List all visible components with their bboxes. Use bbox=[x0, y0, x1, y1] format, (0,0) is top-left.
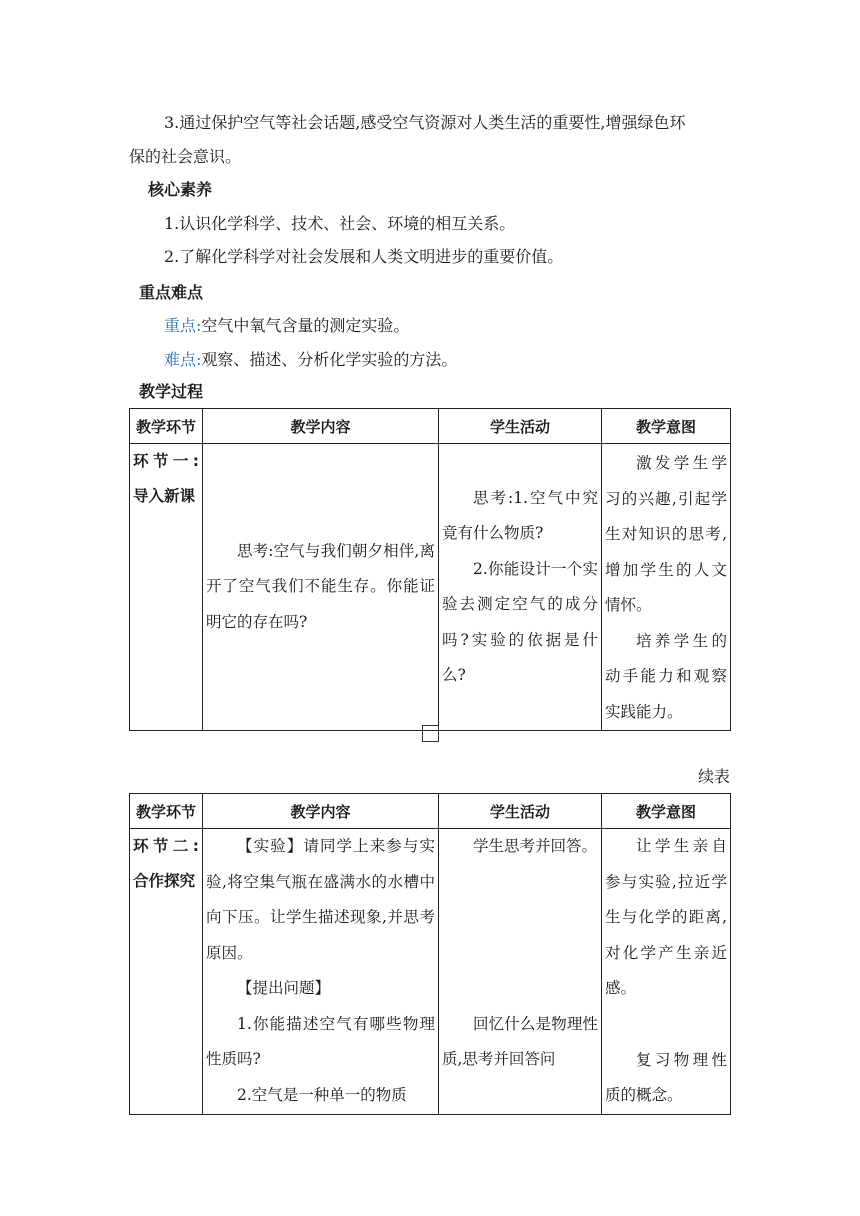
activity-cell bbox=[439, 829, 602, 1115]
activity-cell bbox=[439, 444, 602, 731]
core-literacy-item-2: 2.了解化学科学对社会发展和人类文明进步的重要价值。 bbox=[164, 247, 564, 266]
focus-label: 重点: bbox=[164, 316, 202, 335]
content-text: 思考:空气与我们朝夕相伴,离开了空气我们不能生存。你能证明它的存在吗? bbox=[206, 541, 435, 631]
stage-cell: 环节一:导入新课 bbox=[130, 444, 203, 731]
intent-text-1: 让学生亲自参与实验,拉近学生与化学的距离,对化学产生亲近感。 bbox=[605, 837, 727, 997]
activity-text-2: 2.你能设计一个实验去测定空气的成分吗?实验的依据是什么? bbox=[442, 559, 598, 684]
content-text-2: 【提出问题】 bbox=[237, 979, 331, 997]
content-cell bbox=[203, 444, 439, 731]
intent-text-2: 培养学生的动手能力和观察实践能力。 bbox=[605, 631, 727, 721]
intent-cell bbox=[602, 444, 731, 731]
core-literacy-item-1: 1.认识化学科学、技术、社会、环境的相互关系。 bbox=[164, 214, 516, 233]
header-content: 教学内容 bbox=[203, 409, 439, 444]
header-intent: 教学意图 bbox=[602, 409, 731, 444]
table-row bbox=[130, 444, 731, 731]
header-stage: 教学环节 bbox=[130, 794, 203, 829]
content-text-3: 1.你能描述空气有哪些物理性质吗? bbox=[206, 1014, 435, 1068]
intent-cell bbox=[602, 829, 731, 1115]
header-activity: 学生活动 bbox=[439, 794, 602, 829]
activity-text-1: 思考:1.空气中究竟有什么物质? bbox=[442, 488, 598, 542]
header-stage: 教学环节 bbox=[130, 409, 203, 444]
core-literacy-heading: 核心素养 bbox=[148, 180, 213, 199]
table-header-row bbox=[130, 794, 731, 829]
header-intent: 教学意图 bbox=[602, 794, 731, 829]
stage-cell: 环节二:合作探究 bbox=[130, 829, 203, 1115]
content-cell bbox=[203, 829, 439, 1115]
activity-text-2: 回忆什么是物理性质,思考并回答问 bbox=[442, 1014, 598, 1068]
difficulty-text: 观察、描述、分析化学实验的方法。 bbox=[201, 350, 458, 369]
table-header-row bbox=[130, 409, 731, 444]
objective-3-line2: 保的社会意识。 bbox=[129, 147, 242, 166]
lesson-table-2 bbox=[129, 793, 731, 1115]
intent-text-1: 激发学生学习的兴趣,引起学生对知识的思考,增加学生的人文情怀。 bbox=[605, 454, 727, 614]
continued-label: 续表 bbox=[697, 767, 730, 786]
intent-text-2: 复习物理性质的概念。 bbox=[605, 1050, 727, 1104]
difficulty-label: 难点: bbox=[164, 350, 202, 369]
content-text-1: 【实验】请同学上来参与实验,将空集气瓶在盛满水的水槽中向下压。让学生描述现象,并思考原因。 bbox=[206, 837, 435, 962]
objective-3-line1: 3.通过保护空气等社会话题,感受空气资源对人类生活的重要性,增强绿色环 bbox=[164, 113, 686, 132]
header-content: 教学内容 bbox=[203, 794, 439, 829]
key-points-heading: 重点难点 bbox=[139, 283, 204, 302]
content-text-4: 2.空气是一种单一的物质 bbox=[237, 1085, 407, 1104]
process-heading: 教学过程 bbox=[139, 382, 204, 401]
activity-text-1: 学生思考并回答。 bbox=[473, 837, 598, 855]
difficulty-line bbox=[164, 343, 457, 377]
header-activity: 学生活动 bbox=[439, 409, 602, 444]
focus-text: 空气中氧气含量的测定实验。 bbox=[201, 316, 410, 335]
focus-line bbox=[164, 309, 409, 343]
table-row bbox=[130, 829, 731, 1115]
page-break-box bbox=[422, 725, 439, 742]
lesson-table-1 bbox=[129, 408, 731, 731]
